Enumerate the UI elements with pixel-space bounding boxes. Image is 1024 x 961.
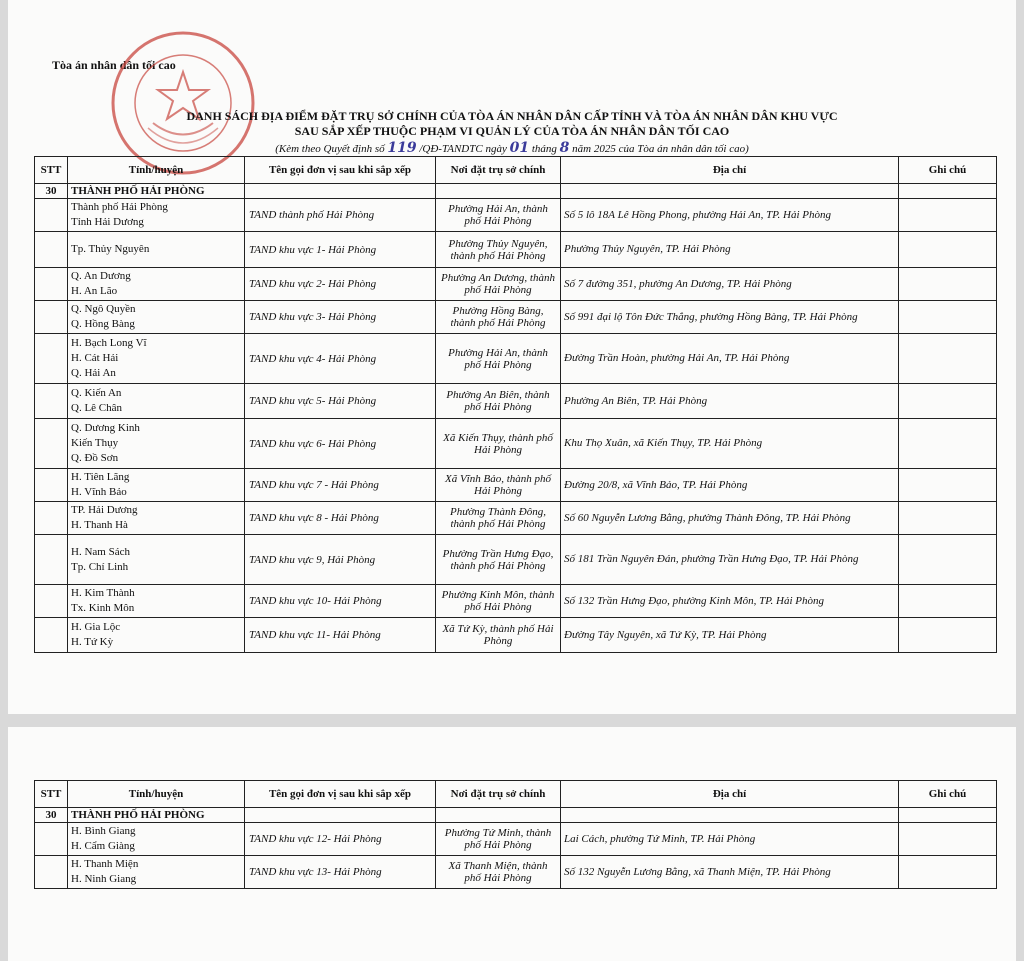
province-cell [68,384,245,419]
table-row [35,334,997,384]
province-line: Q. Hải An [71,367,116,379]
header-note: Ghi chú [899,781,997,808]
stt-cell [35,301,68,334]
court-location-table [34,156,997,653]
province-line: Tx. Kinh Môn [71,602,135,614]
unit-name-cell: TAND khu vực 6- Hải Phòng [245,419,436,469]
unit-name-cell: TAND khu vực 12- Hải Phòng [245,823,436,856]
note-cell [899,535,997,585]
province-cell [68,502,245,535]
table-row [35,585,997,618]
province-cell [68,301,245,334]
province-line: Q. Hồng Bàng [71,318,135,330]
address-cell: Số 132 Trần Hưng Đạo, phường Kinh Môn, TP. Hải Phòng [561,585,899,618]
province-line: H. Gia Lộc [71,621,121,633]
note-cell [899,469,997,502]
court-location-table-continued [34,780,997,889]
address-cell: Lai Cách, phường Tứ Minh, TP. Hải Phòng [561,823,899,856]
section-stt: 30 [35,808,68,823]
note-cell [899,301,997,334]
province-cell [68,585,245,618]
document-subtitle [8,140,1016,156]
address-cell: Đường 20/8, xã Vĩnh Bảo, TP. Hải Phòng [561,469,899,502]
province-line: Q. An Dương [71,270,131,282]
unit-name-cell: TAND khu vực 10- Hải Phòng [245,585,436,618]
address-cell: Số 60 Nguyễn Lương Bằng, phường Thành Đông, TP. Hải Phòng [561,502,899,535]
province-line: Kiến Thụy [71,437,119,449]
province-cell [68,232,245,268]
table-row [35,199,997,232]
table-row [35,419,997,469]
hq-cell: Phường Hải An, thành phố Hải Phòng [436,199,561,232]
address-cell: Số 991 đại lộ Tôn Đức Thắng, phường Hồng Bàng, TP. Hải Phòng [561,301,899,334]
table-header-row [35,781,997,808]
province-cell [68,856,245,889]
table-row [35,823,997,856]
province-line: Q. Ngô Quyền [71,303,136,315]
handwritten-month: 8 [559,140,570,156]
subtitle-text: (Kèm theo Quyết định số [275,143,388,155]
stt-cell [35,232,68,268]
stt-cell [35,856,68,889]
table-row [35,618,997,653]
note-cell [899,199,997,232]
province-line: Q. Lê Chân [71,402,123,414]
section-stt: 30 [35,184,68,199]
province-cell [68,469,245,502]
handwritten-decision-number: 119 [387,140,417,156]
stt-cell [35,502,68,535]
province-line: Tỉnh Hải Dương [71,216,144,228]
note-cell [899,334,997,384]
subtitle-text: tháng [529,143,560,155]
province-line: H. Thanh Miện [71,858,139,870]
header-hq: Nơi đặt trụ sở chính [436,781,561,808]
header-address: Địa chỉ [561,157,899,184]
address-cell: Phường Thủy Nguyên, TP. Hải Phòng [561,232,899,268]
unit-name-cell: TAND khu vực 7 - Hải Phòng [245,469,436,502]
note-cell [899,618,997,653]
province-cell [68,199,245,232]
stt-cell [35,384,68,419]
organization-name: Tòa án nhân dân tối cao [52,58,176,72]
table-row [35,535,997,585]
province-cell [68,268,245,301]
unit-name-cell: TAND khu vực 9, Hải Phòng [245,535,436,585]
province-line: H. Tứ Kỳ [71,636,114,648]
document-page-2 [8,727,1016,961]
province-line: Q. Đồ Sơn [71,452,119,464]
note-cell [899,419,997,469]
stt-cell [35,419,68,469]
empty-cell [436,808,561,823]
section-row [35,808,997,823]
table-header-row [35,157,997,184]
header-province: Tỉnh/huyện [68,157,245,184]
province-line: H. Ninh Giang [71,873,137,885]
note-cell [899,502,997,535]
table-row [35,301,997,334]
hq-cell: Phường An Dương, thành phố Hải Phòng [436,268,561,301]
table-row [35,469,997,502]
address-cell: Số 181 Trần Nguyên Đán, phường Trần Hưng Đạo, TP. Hải Phòng [561,535,899,585]
subtitle-text: /QĐ-TANDTC ngày [416,143,510,155]
province-cell [68,334,245,384]
province-cell [68,419,245,469]
header-unit-name: Tên gọi đơn vị sau khi sắp xếp [245,781,436,808]
header-address: Địa chỉ [561,781,899,808]
hq-cell: Phường Thành Đông, thành phố Hải Phòng [436,502,561,535]
empty-cell [436,184,561,199]
address-cell: Số 7 đường 351, phường An Dương, TP. Hải Phòng [561,268,899,301]
note-cell [899,585,997,618]
hq-cell: Xã Tứ Kỳ, thành phố Hải Phòng [436,618,561,653]
handwritten-day: 01 [509,140,530,156]
unit-name-cell: TAND khu vực 1- Hải Phòng [245,232,436,268]
unit-name-cell: TAND khu vực 11- Hải Phòng [245,618,436,653]
hq-cell: Phường Trần Hưng Đạo, thành phố Hải Phòng [436,535,561,585]
province-cell [68,535,245,585]
unit-name-cell: TAND khu vực 3- Hải Phòng [245,301,436,334]
hq-cell: Xã Kiến Thụy, thành phố Hải Phòng [436,419,561,469]
section-name: THÀNH PHỐ HẢI PHÒNG [68,808,245,823]
table-row [35,502,997,535]
hq-cell: Xã Vĩnh Bảo, thành phố Hải Phòng [436,469,561,502]
table-row [35,384,997,419]
note-cell [899,268,997,301]
province-line: Tp. Thủy Nguyên [71,243,150,255]
note-cell [899,823,997,856]
stt-cell [35,618,68,653]
empty-cell [899,184,997,199]
header-province: Tỉnh/huyện [68,781,245,808]
empty-cell [561,808,899,823]
unit-name-cell: TAND thành phố Hải Phòng [245,199,436,232]
province-line: H. Bình Giang [71,825,136,837]
unit-name-cell: TAND khu vực 2- Hải Phòng [245,268,436,301]
hq-cell: Phường Thủy Nguyên, thành phố Hải Phòng [436,232,561,268]
province-line: H. Kim Thành [71,587,135,599]
hq-cell: Xã Thanh Miện, thành phố Hải Phòng [436,856,561,889]
province-line: H. Thanh Hà [71,519,128,531]
stt-cell [35,334,68,384]
province-line: H. Cát Hải [71,352,119,364]
header-stt: STT [35,157,68,184]
subtitle-text: năm 2025 của Tòa án nhân dân tối cao) [569,143,749,155]
province-line: H. Cẩm Giàng [71,840,135,852]
address-cell: Số 5 lô 18A Lê Hồng Phong, phường Hải An, TP. Hải Phòng [561,199,899,232]
table-row [35,856,997,889]
hq-cell: Phường An Biên, thành phố Hải Phòng [436,384,561,419]
address-cell: Đường Tây Nguyên, xã Tứ Kỳ, TP. Hải Phòng [561,618,899,653]
address-cell: Số 132 Nguyễn Lương Bằng, xã Thanh Miện, TP. Hải Phòng [561,856,899,889]
province-line: H. Bạch Long Vĩ [71,337,147,349]
province-line: Thành phố Hải Phòng [71,201,168,213]
province-line: H. Tiên Lãng [71,471,130,483]
empty-cell [899,808,997,823]
province-cell [68,618,245,653]
stt-cell [35,585,68,618]
province-line: Q. Dương Kinh [71,422,140,434]
header-note: Ghi chú [899,157,997,184]
hq-cell: Phường Hải An, thành phố Hải Phòng [436,334,561,384]
hq-cell: Phường Hồng Bàng, thành phố Hải Phòng [436,301,561,334]
hq-cell: Phường Tứ Minh, thành phố Hải Phòng [436,823,561,856]
stt-cell [35,823,68,856]
unit-name-cell: TAND khu vực 13- Hải Phòng [245,856,436,889]
province-line: H. Vĩnh Bảo [71,486,127,498]
stt-cell [35,535,68,585]
address-cell: Khu Thọ Xuân, xã Kiến Thụy, TP. Hải Phòng [561,419,899,469]
empty-cell [245,184,436,199]
province-line: Tp. Chí Linh [71,560,129,573]
stt-cell [35,199,68,232]
unit-name-cell: TAND khu vực 5- Hải Phòng [245,384,436,419]
province-line: TP. Hải Dương [71,504,138,516]
note-cell [899,856,997,889]
note-cell [899,232,997,268]
province-cell [68,823,245,856]
empty-cell [245,808,436,823]
note-cell [899,384,997,419]
document-title-line-1: DANH SÁCH ĐỊA ĐIỂM ĐẶT TRỤ SỞ CHÍNH CỦA TÒA ÁN NHÂN DÂN CẤP TỈNH VÀ TÒA ÁN NHÂN DÂN KHU VỰC [186,109,838,123]
address-cell: Đường Trần Hoàn, phường Hải An, TP. Hải Phòng [561,334,899,384]
hq-cell: Phường Kinh Môn, thành phố Hải Phòng [436,585,561,618]
header-unit-name: Tên gọi đơn vị sau khi sắp xếp [245,157,436,184]
document-title-line-2: SAU SẮP XẾP THUỘC PHẠM VI QUẢN LÝ CỦA TÒA ÁN NHÂN DÂN TỐI CAO [294,124,730,138]
unit-name-cell: TAND khu vực 4- Hải Phòng [245,334,436,384]
province-line: H. Nam Sách [71,545,130,558]
province-line: H. An Lão [71,285,118,297]
header-hq: Nơi đặt trụ sở chính [436,157,561,184]
section-name: THÀNH PHỐ HẢI PHÒNG [68,184,245,199]
unit-name-cell: TAND khu vực 8 - Hải Phòng [245,502,436,535]
section-row [35,184,997,199]
document-page-1 [8,0,1016,714]
province-line: Q. Kiến An [71,387,122,399]
header-stt: STT [35,781,68,808]
table-row [35,268,997,301]
empty-cell [561,184,899,199]
table-row [35,232,997,268]
stt-cell [35,268,68,301]
stt-cell [35,469,68,502]
address-cell: Phường An Biên, TP. Hải Phòng [561,384,899,419]
